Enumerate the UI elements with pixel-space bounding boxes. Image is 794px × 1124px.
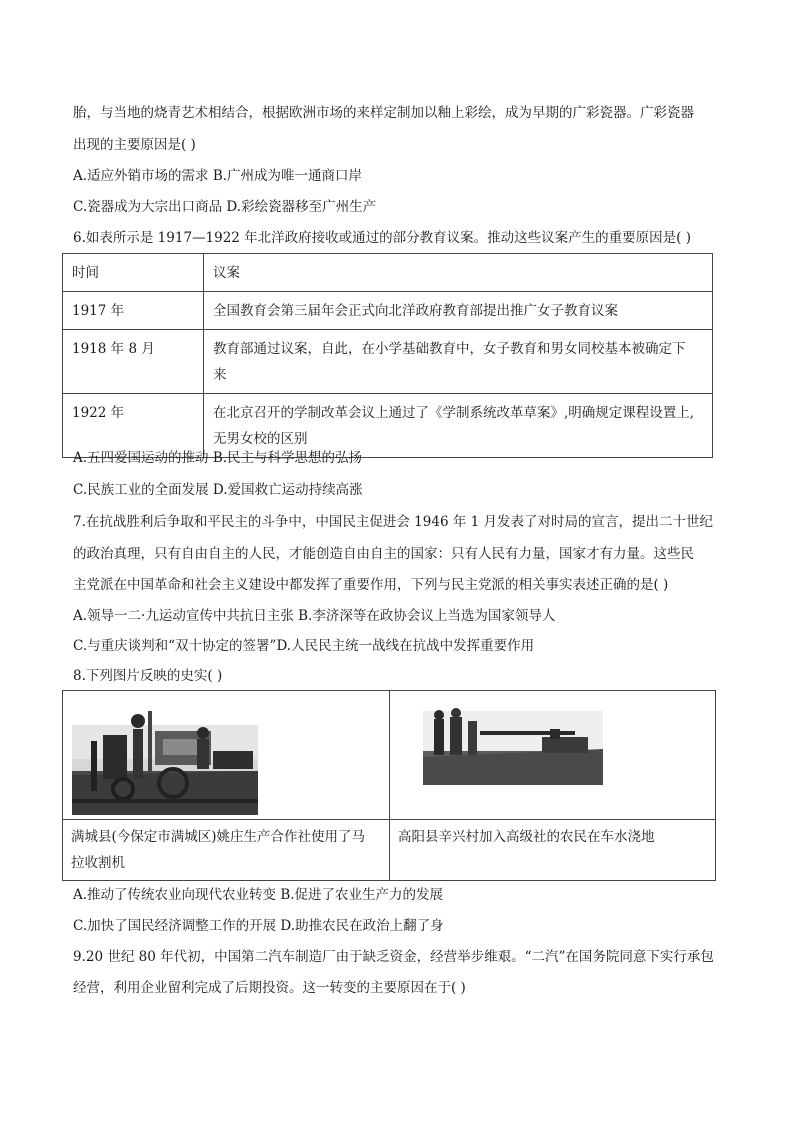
q5-options-line-1: A.适应外销市场的需求 B.广州成为唯一通商口岸 — [73, 168, 363, 184]
row-proposal — [204, 292, 713, 330]
row-proposal-line-1: 全国教育会第三届年会正式向北洋政府教育部提出推广女子教育议案 — [213, 303, 618, 319]
row-proposal-line-1: 教育部通过议案，自此，在小学基础教育中，女子教育和男女同校基本被确定下 — [213, 341, 686, 357]
row-proposal — [204, 330, 713, 394]
q8-photo-table — [62, 690, 716, 881]
row-proposal-line-2: 无男女校的区别 — [213, 431, 308, 447]
caption-row — [63, 820, 716, 881]
caption-left-line-2: 拉收割机 — [71, 855, 125, 871]
caption-left-line-1: 满城县(今保定市满城区)姚庄生产合作社使用了马 — [71, 829, 366, 845]
header-proposal: 议案 — [204, 254, 713, 292]
q5-stem-line-2: 出现的主要原因是( ) — [73, 137, 196, 153]
q7-options-line-1: A.领导一二·九运动宣传中共抗日主张 B.李济深等在政协会议上当选为国家领导人 — [73, 608, 556, 624]
harvester-photo — [63, 691, 389, 819]
caption-right-line-1: 高阳县辛兴村加入高级社的农民在车水浇地 — [398, 829, 655, 845]
q9-stem-line-1: 9.20 世纪 80 年代初，中国第二汽车制造厂由于缺乏资金，经营举步维艰。“二汽”在国务院同意下实行承包 — [73, 949, 714, 965]
q8-options-line-2: C.加快了国民经济调整工作的开展 D.助推农民在政治上翻了身 — [73, 918, 444, 934]
q7-stem-line-2: 的政治真理，只有自由自主的人民，才能创造自由自主的国家：只有人民有力量，国家才有力量。这些民 — [73, 546, 694, 562]
q6-stem: 6.如表所示是 1917—1922 年北洋政府接收或通过的部分教育议案。推动这些议案产生的重要原因是( ) — [73, 230, 691, 246]
row-proposal-line-2: 来 — [213, 367, 227, 383]
q6-table — [62, 253, 713, 458]
q5-options-line-2: C.瓷器成为大宗出口商品 D.彩绘瓷器移至广州生产 — [73, 199, 377, 215]
q9-stem-line-2: 经营，利用企业留利完成了后期投资。这一转变的主要原因在于( ) — [73, 980, 466, 996]
q6-options-line-2: C.民族工业的全面发展 D.爱国救亡运动持续高涨 — [73, 482, 363, 498]
table-row — [63, 330, 713, 394]
photo-row — [63, 691, 716, 820]
q7-stem-line-1: 7.在抗战胜利后争取和平民主的斗争中，中国民主促进会 1946 年 1 月发表了对时局的宣言，提出二十世纪 — [73, 514, 713, 530]
photo-cell-right — [390, 691, 716, 820]
q8-stem: 8.下列图片反映的史实( ) — [73, 668, 223, 684]
row-time: 1922 年 — [63, 394, 204, 458]
irrigation-photo — [390, 691, 715, 819]
caption-left — [63, 820, 390, 881]
q8-options-line-1: A.推动了传统农业向现代农业转变 B.促进了农业生产力的发展 — [73, 887, 444, 903]
q7-stem-line-3: 主党派在中国革命和社会主义建设中都发挥了重要作用，下列与民主党派的相关事实表述正确的是( ) — [73, 577, 669, 593]
row-time: 1917 年 — [63, 292, 204, 330]
table-row — [63, 292, 713, 330]
irrigation-photo-image — [390, 691, 715, 819]
table-header-row — [63, 254, 713, 292]
caption-right — [390, 820, 716, 881]
q5-stem-line-1: 胎，与当地的烧青艺术相结合，根据欧洲市场的来样定制加以釉上彩绘，成为早期的广彩瓷器。广彩瓷器 — [73, 105, 694, 121]
photo-cell-left — [63, 691, 390, 820]
row-time: 1918 年 8 月 — [63, 330, 204, 394]
harvester-photo-image — [63, 691, 389, 819]
q7-options-line-2: C.与重庆谈判和“双十协定的签署”D.人民民主统一战线在抗战中发挥重要作用 — [73, 638, 535, 654]
q6-options-line-1: A.五四爱国运动的推动 B.民主与科学思想的弘扬 — [73, 450, 363, 466]
row-proposal-line-1: 在北京召开的学制改革会议上通过了《学制系统改革草案》,明确规定课程设置上, — [213, 405, 695, 421]
header-time: 时间 — [63, 254, 204, 292]
